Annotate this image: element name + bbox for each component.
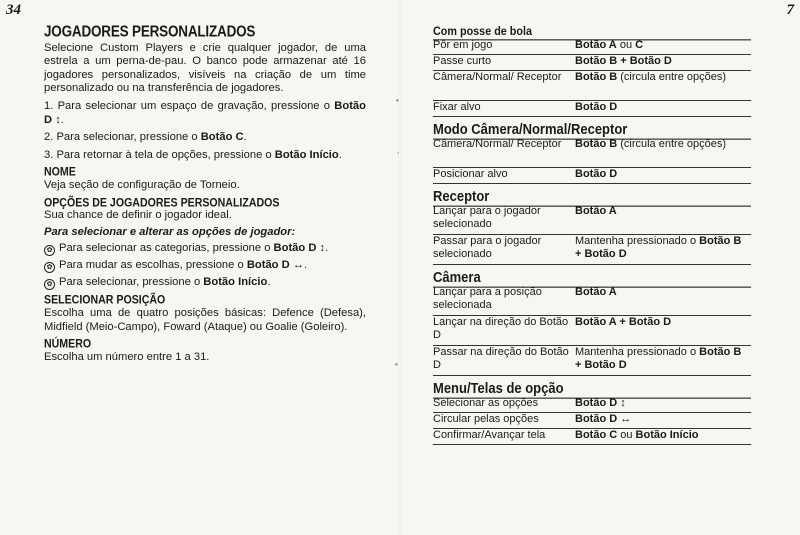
binding-mark: •: [395, 360, 398, 369]
button-label: Botão B: [575, 71, 618, 83]
ball-icon: ✿: [44, 245, 55, 256]
ball-icon: ✿: [44, 262, 55, 273]
numero-text: Escolha um número entre 1 a 31.: [44, 350, 210, 363]
page-number-left: 34: [6, 2, 21, 18]
step-item: [44, 131, 366, 145]
bullet-end: .: [325, 242, 329, 255]
intro-paragraph: Selecione Custom Players e crie qualquer jogador, de uma estrela a um perna-de-pau. O banco pode armazenar até 16 jogadores personalizados, visíveis na criação de um time personalizado ou na transferência de jogadores.: [44, 41, 366, 95]
action-cell: Confirmar/Avançar tela: [433, 429, 575, 445]
step-text: 1. Para selecionar um espaço de gravação, pressione o: [44, 99, 335, 112]
action-cell: Passar na direção do Botão D: [433, 346, 575, 376]
action-cell: Pôr em jogo: [433, 39, 575, 55]
button-text: (circula entre opções): [617, 138, 726, 150]
table-row: [433, 55, 751, 71]
button-cell: [575, 168, 751, 184]
button-cell: [575, 397, 751, 413]
bullet-end: .: [304, 259, 308, 272]
button-label: Botão Início: [635, 429, 699, 441]
table-row: [433, 286, 751, 316]
left-content: [44, 24, 366, 364]
opcoes-heading: OPÇÕES DE JOGADORES PERSONALIZADOS: [44, 195, 280, 210]
bullet-text: Para selecionar, pressione o: [59, 276, 204, 289]
button-cell: [575, 71, 751, 101]
table-row: [433, 71, 751, 101]
table-row: [433, 413, 751, 429]
button-label: C: [635, 39, 644, 51]
binding-mark: •: [396, 96, 399, 105]
table-row: [433, 101, 751, 117]
bullet-text: Para mudar as escolhas, pressione o: [59, 259, 247, 272]
button-cell: [575, 138, 751, 168]
button-text: (circula entre opções): [617, 71, 726, 83]
button-text: ou: [616, 39, 636, 51]
button-text: Mantenha pressionado o: [575, 235, 700, 247]
controls-tables: [433, 25, 751, 445]
bullet-item: [44, 242, 366, 256]
controls-section-title: Menu/Telas de opção: [433, 380, 751, 399]
controls-section-title: Modo Câmera/Normal/Receptor: [433, 121, 751, 140]
step-item: [44, 100, 366, 127]
button-cell: [575, 235, 751, 265]
nome-text: Veja seção de configuração de Torneio.: [44, 178, 240, 191]
controls-section-title: Câmera: [433, 269, 751, 288]
table-row: [433, 138, 751, 168]
numero-heading: NÚMERO: [44, 337, 92, 351]
steps-list: [44, 100, 366, 162]
bullet-list: [44, 242, 366, 290]
controls-table: [433, 286, 751, 376]
button-cell: [575, 429, 751, 445]
bullet-item: [44, 276, 366, 290]
table-row: [433, 346, 751, 376]
button-cell: [575, 286, 751, 316]
action-cell: Lançar para a posição selecionada: [433, 286, 575, 316]
table-row: [433, 168, 751, 184]
button-label: Botão D ↕: [575, 397, 626, 409]
table-row: [433, 235, 751, 265]
table-row: [433, 39, 751, 55]
button-label: Botão C: [575, 429, 618, 441]
action-cell: Lançar na direção do Botão D: [433, 316, 575, 346]
step-button: Botão D ↕: [44, 99, 366, 126]
controls-section-title: Receptor: [433, 188, 751, 207]
step-end: .: [338, 148, 342, 161]
button-cell: [575, 101, 751, 117]
button-label: Botão A: [575, 286, 617, 298]
controls-table: [433, 397, 751, 445]
step-text: 2. Para selecionar, pressione o: [44, 131, 201, 144]
button-cell: [575, 39, 751, 55]
button-text: ou: [617, 429, 636, 441]
posicao-heading: SELECIONAR POSIÇÃO: [44, 293, 166, 308]
button-label: Botão B + Botão D: [575, 235, 742, 260]
controls-table: [433, 39, 751, 117]
section-title: JOGADORES PERSONALIZADOS: [44, 22, 256, 41]
step-text: 3. Para retornar à tela de opções, pressione o: [44, 148, 275, 161]
step-button: Botão C: [200, 131, 244, 144]
ball-icon: ✿: [44, 279, 55, 290]
step-end: .: [243, 131, 247, 144]
binding-mark: ,: [397, 146, 400, 155]
button-label: Botão A: [575, 39, 617, 51]
bullet-button: Botão Início: [203, 276, 268, 289]
action-cell: Circular pelas opções: [433, 413, 575, 429]
button-text: Mantenha pressionado o: [575, 346, 700, 358]
button-cell: [575, 205, 751, 235]
action-cell: Câmera/Normal/ Receptor: [433, 138, 575, 168]
action-cell: Selecionar as opções: [433, 397, 575, 413]
bullet-end: .: [267, 276, 271, 289]
button-label: Botão B + Botão D: [575, 346, 742, 371]
step-item: [44, 149, 366, 163]
posicao-text: Escolha uma de quatro posições básicas: Defence (Defesa), Midfield (Meio-Campo), Foward (Ataque) ou Goalie (Goleiro).: [44, 306, 366, 333]
button-label: Botão B + Botão D: [575, 55, 672, 67]
button-cell: [575, 413, 751, 429]
action-cell: Fixar alvo: [433, 101, 575, 117]
step-button: Botão Início: [274, 148, 339, 161]
button-label: Botão D: [575, 101, 618, 113]
table-row: [433, 429, 751, 445]
nome-heading: NOME: [44, 165, 76, 180]
button-label: Botão A: [575, 205, 617, 217]
button-label: Botão B: [575, 138, 618, 150]
button-label: Botão A + Botão D: [575, 316, 672, 328]
action-cell: Câmera/Normal/ Receptor: [433, 71, 575, 101]
button-cell: [575, 346, 751, 376]
action-cell: Passar para o jogador selecionado: [433, 235, 575, 265]
controls-section-title: Com posse de bola: [433, 25, 751, 40]
button-label: Botão D ↔: [575, 413, 632, 425]
button-label: Botão D: [575, 168, 618, 180]
bullet-button: Botão D ↔: [246, 259, 304, 272]
controls-table: [433, 205, 751, 265]
bullet-text: Para selecionar as categorias, pressione o: [59, 242, 274, 255]
action-cell: Posicionar alvo: [433, 168, 575, 184]
opcoes-text: Sua chance de definir o jogador ideal.: [44, 209, 232, 222]
step-end: .: [60, 113, 64, 126]
bullet-button: Botão D ↕: [273, 242, 326, 255]
button-cell: [575, 55, 751, 71]
page-number-right: 7: [786, 2, 794, 18]
button-cell: [575, 316, 751, 346]
table-row: [433, 397, 751, 413]
action-cell: Passe curto: [433, 55, 575, 71]
bullet-item: [44, 259, 366, 273]
opcoes-instruction: Para selecionar e alterar as opções de jogador:: [44, 225, 296, 238]
table-row: [433, 205, 751, 235]
action-cell: Lançar para o jogador selecionado: [433, 205, 575, 235]
controls-table: [433, 138, 751, 184]
table-row: [433, 316, 751, 346]
